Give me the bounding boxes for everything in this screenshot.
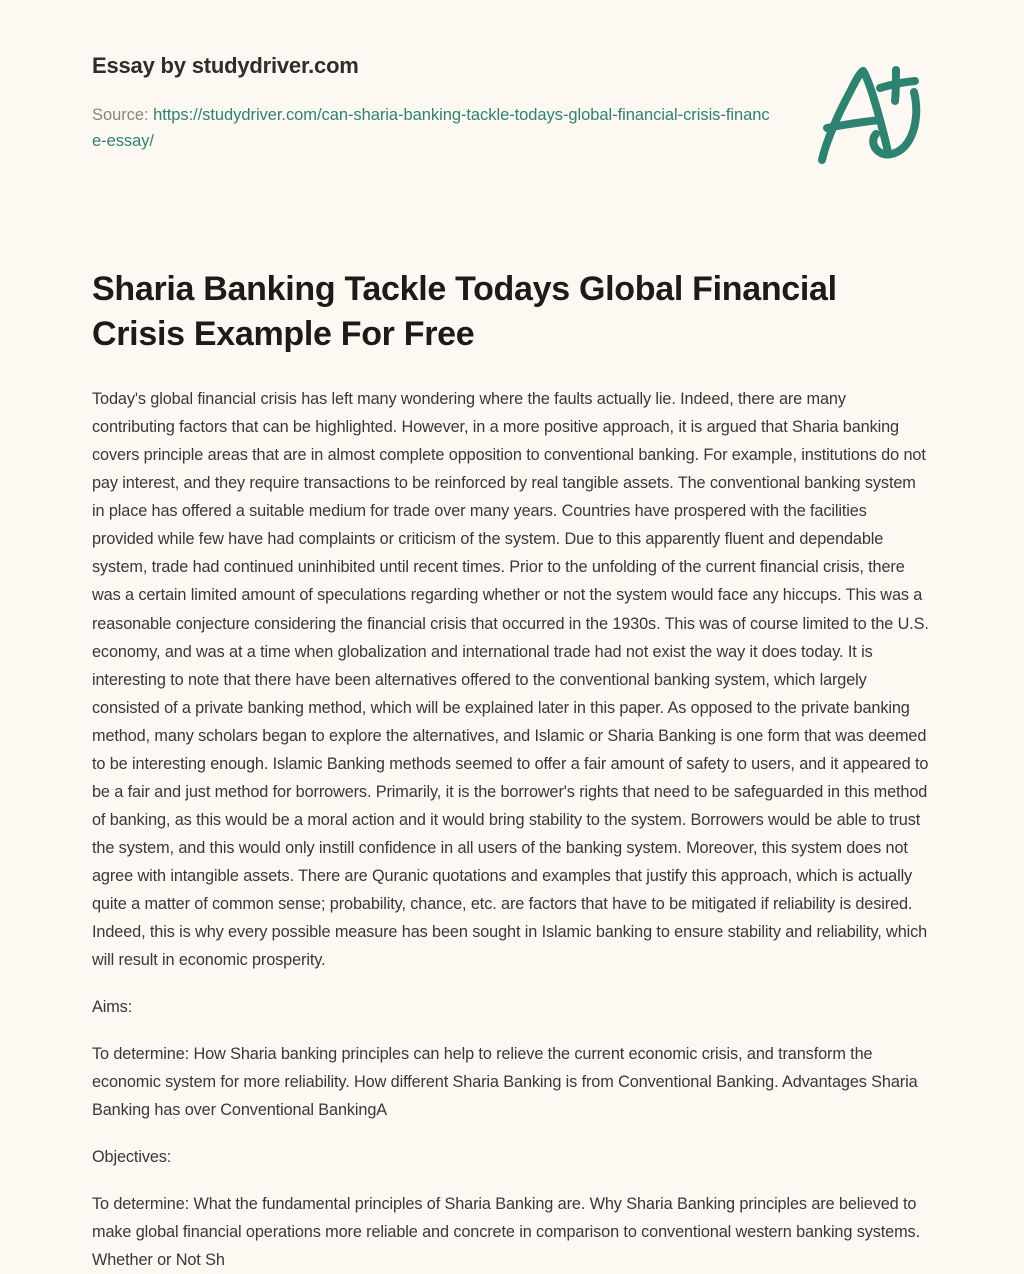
source-url-link[interactable]: https://studydriver.com/can-sharia-banking-tackle-todays-global-financial-crisis-finance-essay/ xyxy=(92,105,770,151)
source-line xyxy=(92,102,772,155)
body-paragraph: Today's global financial crisis has left many wondering where the faults actually lie. Indeed, there are many contributing factors that can be highlighted. However, in a more positive approach, it is argued that Sharia banking covers principle areas that are in almost complete opposition to conventional banking. For example, institutions do not pay interest, and they require transactions to be reinforced by real tangible assets. The conventional banking system in place has offered a suitable medium for trade over many years. Countries have prospered with the facilities provided while few have had complaints or criticism of the system. Due to this apparently fluent and dependable system, trade had continued uninhibited until recent times. Prior to the unfolding of the current financial crisis, there was a certain limited amount of speculations regarding whether or not the system would face any hiccups. This was a reasonable conjecture considering the financial crisis that occurred in the 1930s. This was of course limited to the U.S. economy, and was at a time when globalization and international trade had not exist the way it does today. It is interesting to note that there have been alternatives offered to the conventional banking system, which largely consisted of a private banking method, which will be explained later in this paper. As opposed to the private banking method, many scholars began to explore the alternatives, and Islamic or Sharia Banking is one form that was deemed to be interesting enough. Islamic Banking methods seemed to offer a fair amount of safety to users, and it appeared to be a fair and just method for borrowers. Primarily, it is the borrower's rights that need to be safeguarded in this method of banking, as this would be a moral action and it would bring stability to the system. Borrowers would be able to trust the system, and this would only instill confidence in all users of the banking system. Moreover, this system does not agree with intangible assets. There are Quranic quotations and examples that justify this approach, which is actually quite a matter of common sense; probability, chance, etc. are factors that have to be mitigated if reliability is desired. Indeed, this is why every possible measure has been sought in Islamic banking to ensure stability and reliability, which will result in economic prosperity. xyxy=(92,390,929,969)
objectives-paragraph: To determine: What the fundamental principles of Sharia Banking are. Why Sharia Banking principles are believed to make global financial operations more reliable and concrete in comparison to conventional western banking systems. Whether or Not Sh xyxy=(92,1194,920,1269)
byline: Essay by studydriver.com xyxy=(92,53,359,78)
aims-paragraph: To determine: How Sharia banking principles can help to relieve the current economic crisis, and transform the economic system for more reliability. How different Sharia Banking is from Conventional Banking. Advantages Sharia Banking has over Conventional BankingA xyxy=(92,1044,918,1119)
objectives-heading: Objectives: xyxy=(92,1147,172,1166)
page-title: Sharia Banking Tackle Todays Global Financial Crisis Example For Free xyxy=(92,269,837,354)
document-body xyxy=(92,357,932,1273)
source-label: Source: xyxy=(92,105,149,124)
aims-heading: Aims: xyxy=(92,997,133,1016)
page-header xyxy=(92,0,932,155)
